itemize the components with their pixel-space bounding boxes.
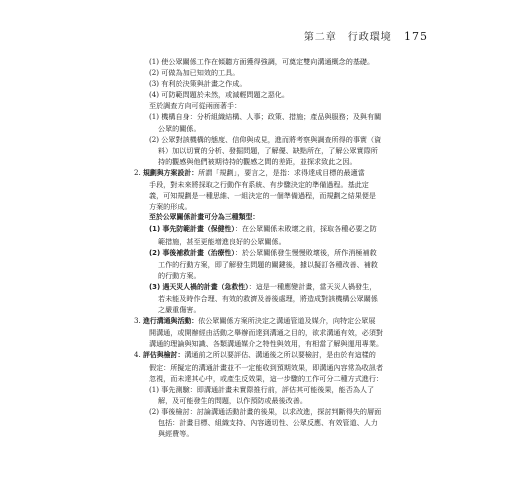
line-text: 料）加以切實的分析、發掘問題，了解優、缺點所在，了解公眾實際所 [158,145,378,155]
text-line [134,384,422,395]
line-text: 假定：所擬定的溝通計畫並不一定能收到預期效果，即溝通內容常為收訊者 [149,362,384,372]
line-text: 若未能及時作合理、有效的救濟及善後處理，將造成對該機構公眾關係 [158,293,378,303]
subitem-heading: (1) 事先防範計畫（保健性） [149,225,235,234]
item-text: 所謂「規劃」，要言之，是指：求得達成目標的最適當 [198,167,365,177]
text-line [134,134,422,145]
text-line [134,179,422,190]
item-number: 4. [134,350,141,360]
body-text [134,56,422,439]
text-line [134,362,422,373]
line-text: 溝通的理論與知識、各類溝通媒介之特性與效用，有相當了解與運用專業。 [149,339,384,349]
text-line [134,259,422,270]
text-line [134,406,422,417]
text-line [134,395,422,406]
text-line [134,349,422,361]
text-line [134,270,422,281]
text-line [134,167,422,179]
line-text: 包括：計畫目標、組織支持、內容適切性、公眾反應、有效管道、人力 [158,418,378,427]
text-line [134,145,422,156]
item-heading: 進行溝通與活動： [143,317,199,326]
text-line [134,100,422,111]
line-text: 工作的行動方案，即了解發生問題的關鍵後，據以擬訂各種改善、補救 [158,259,378,269]
text-line [134,327,422,338]
item-number: 3. [134,316,141,326]
line-text: (2) 事後檢討：討論溝通活動計畫的後果，以求改進，探討判斷得失的層面 [149,406,382,416]
text-line [134,212,422,223]
line-text: (1) 事先測驗：即溝通計畫未實際推行前，評估其可能後果，能否為人了 [149,384,375,394]
line-text: 方案的形成。 [149,202,192,212]
item-heading: 評估與檢討： [143,351,185,360]
text-line [134,315,422,327]
line-text: 開溝通，或開辦經由活動之舉辦而達到溝通之目的，欲求溝通有效，必須對 [149,328,384,338]
text-line [134,373,422,384]
subitem-heading: (2) 事後補救計畫（治療性） [149,248,235,257]
line-text: ：於公眾關係發生慢慢敗壞後，所作消極補救 [234,247,377,257]
text-line [134,223,422,235]
line-text: 至於調查方向可從兩面著手： [149,101,242,111]
text-line [134,236,422,247]
line-text: 手段，對未來將採取之行動作有系統、有步驟決定的準備過程。基此定 [149,180,369,190]
subitem-heading: (3) 遇天災人禍的計畫（急救性） [149,282,249,291]
line-text: ：這是一種應變計畫，當天災人禍發生， [248,281,377,291]
line-text: 持的觀感與他們被期待持的觀感之間的差距，並探求致此之因。 [158,156,357,166]
text-line [134,190,422,201]
text-line [134,428,422,439]
item-text: 依公眾關係方案所決定之溝通管道及媒介，向特定公眾展 [198,316,376,326]
text-line [134,201,422,212]
line-text: (1) 機構自身：分析組織結構、人事；政策、措施；產品與服務；及與有關 [149,112,382,122]
line-text: 之嚴重傷害。 [158,305,201,315]
line-text: (1) 使公眾關係工作在傾聽方面獲得強調，可奠定雙向溝通概念的基礎。 [149,57,375,66]
text-line [134,247,422,259]
running-header [304,28,428,43]
line-text: 範措施，甚至更能增進良好的公眾關係。 [158,236,286,246]
text-line [134,338,422,349]
line-text: 公眾的關係。 [158,123,201,133]
line-text: 的行動方案。 [158,270,201,280]
line-text: 忽視，而未達其心中，或產生反效果，這一步驟的工作可分二種方式進行： [149,373,384,383]
line-text: 至於公眾關係計畫可分為三種類型： [149,213,260,222]
text-line [134,417,422,428]
text-line [134,78,422,89]
text-line [134,281,422,293]
chapter-title: 第二章 行政環境 [303,32,392,43]
line-text: 義，可知規劃是一種思維、一組決定的一個準備過程，而規劃之結果便是 [149,191,376,201]
item-heading: 規劃與方案設計： [143,168,199,177]
line-text: ：在公眾關係未敗壞之前，採取各種必要之防 [234,224,377,234]
line-text: (2) 公眾對該機構的態度、信仰與成見，進而將考察與調查所得的事實（資 [149,134,382,144]
text-line [134,89,422,100]
line-text: 與經費等。 [158,429,194,439]
text-line [134,156,422,167]
text-line [134,56,422,67]
item-text: 溝通前之所以要評估、溝通後之所以要檢討，是由於有這樣的 [184,350,376,360]
text-line [134,304,422,315]
page-number: 175 [404,30,428,43]
text-line [134,67,422,78]
line-text: (4) 可防範問題於未然，或減輕問題之惡化。 [149,90,289,100]
text-line [134,111,422,122]
text-line [134,123,422,134]
line-text: 解，及可能發生的問題，以作預防或最後改善。 [158,395,307,405]
line-text: (2) 可做為加已知效的工具。 [149,68,240,78]
line-text: (3) 有利於決策與計畫之作成。 [149,79,247,89]
text-line [134,293,422,304]
item-number: 2. [134,167,141,177]
